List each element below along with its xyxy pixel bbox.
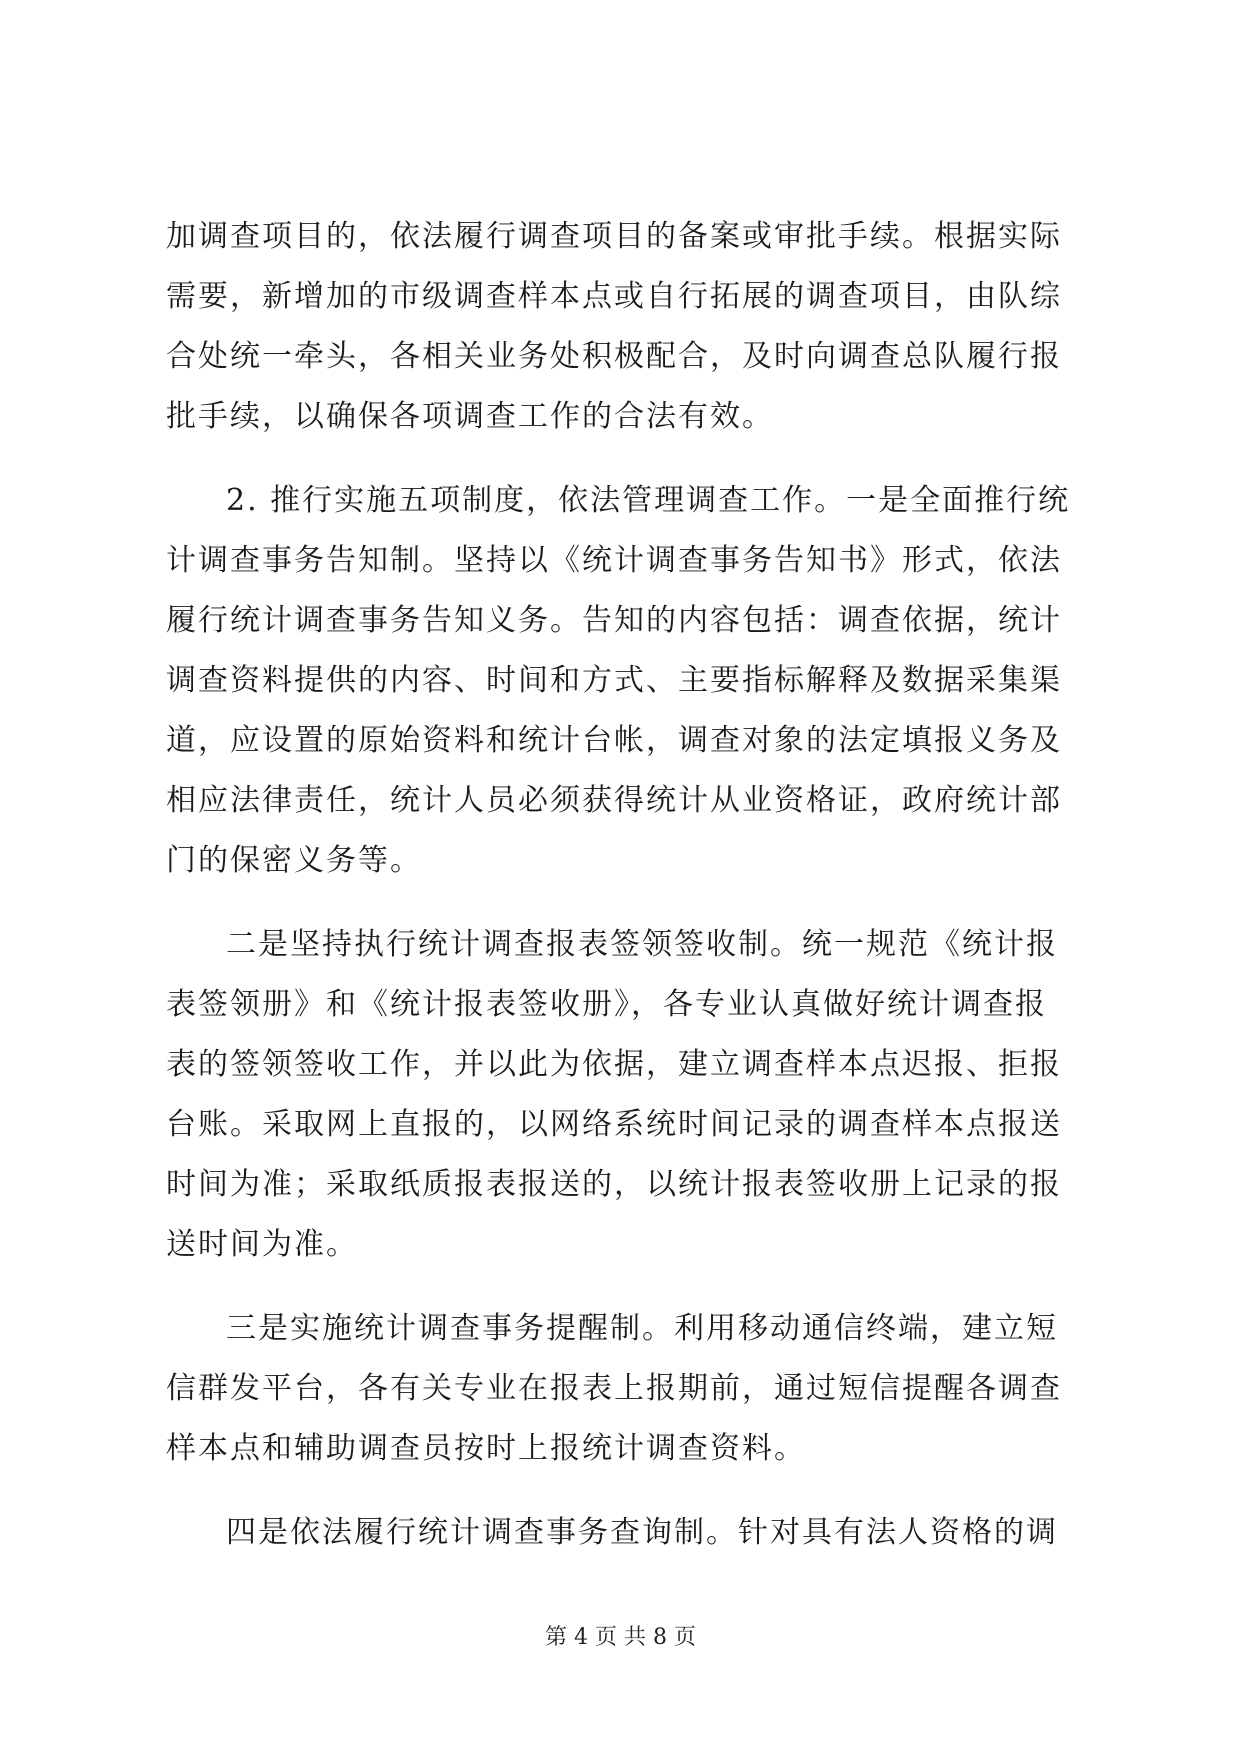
text-line: 信群发平台，各有关专业在报表上报期前，通过短信提醒各调查 xyxy=(166,1371,1062,1406)
text-line: 批手续，以确保各项调查工作的合法有效。 xyxy=(166,399,774,434)
text-line: 加调查项目的，依法履行调查项目的备案或审批手续。根据实际 xyxy=(166,219,1062,254)
document-body xyxy=(166,207,1076,1563)
text-line: 时间为准；采取纸质报表报送的，以统计报表签收册上记录的报 xyxy=(166,1167,1062,1202)
text-line: 相应法律责任，统计人员必须获得统计从业资格证，政府统计部 xyxy=(166,783,1062,818)
text-line: 四是依法履行统计调查事务查询制。针对具有法人资格的调 xyxy=(226,1515,1058,1550)
text-line: 送时间为准。 xyxy=(166,1227,358,1262)
text-line: 履行统计调查事务告知义务。告知的内容包括：调查依据，统计 xyxy=(166,603,1062,638)
text-line: 2. 推行实施五项制度，依法管理调查工作。一是全面推行统 xyxy=(226,483,1071,518)
text-line: 表的签领签收工作，并以此为依据，建立调查样本点迟报、拒报 xyxy=(166,1047,1062,1082)
text-line: 合处统一牵头，各相关业务处积极配合，及时向调查总队履行报 xyxy=(166,339,1062,374)
paragraph xyxy=(166,207,1076,447)
text-line: 表签领册》和《统计报表签收册》，各专业认真做好统计调查报 xyxy=(166,987,1047,1022)
text-line: 三是实施统计调查事务提醒制。利用移动通信终端，建立短 xyxy=(226,1311,1058,1346)
text-line: 二是坚持执行统计调查报表签领签收制。统一规范《统计报 xyxy=(226,927,1058,962)
text-line: 样本点和辅助调查员按时上报统计调查资料。 xyxy=(166,1431,806,1466)
text-line: 台账。采取网上直报的，以网络系统时间记录的调查样本点报送 xyxy=(166,1107,1062,1142)
paragraph-spacer xyxy=(166,447,1076,471)
paragraph xyxy=(166,915,1076,1275)
paragraph-spacer xyxy=(166,1479,1076,1503)
text-line: 计调查事务告知制。坚持以《统计调查事务告知书》形式，依法 xyxy=(166,543,1062,578)
text-line: 门的保密义务等。 xyxy=(166,843,422,878)
text-line: 需要，新增加的市级调查样本点或自行拓展的调查项目，由队综 xyxy=(166,279,1062,314)
paragraph-spacer xyxy=(166,891,1076,915)
paragraph xyxy=(166,1299,1076,1479)
text-line: 道，应设置的原始资料和统计台帐，调查对象的法定填报义务及 xyxy=(166,723,1062,758)
paragraph xyxy=(166,471,1076,891)
text-line: 调查资料提供的内容、时间和方式、主要指标解释及数据采集渠 xyxy=(166,663,1062,698)
paragraph-spacer xyxy=(166,1275,1076,1299)
paragraph xyxy=(166,1503,1076,1563)
page-number-footer: 第 4 页 共 8 页 xyxy=(545,1625,696,1650)
